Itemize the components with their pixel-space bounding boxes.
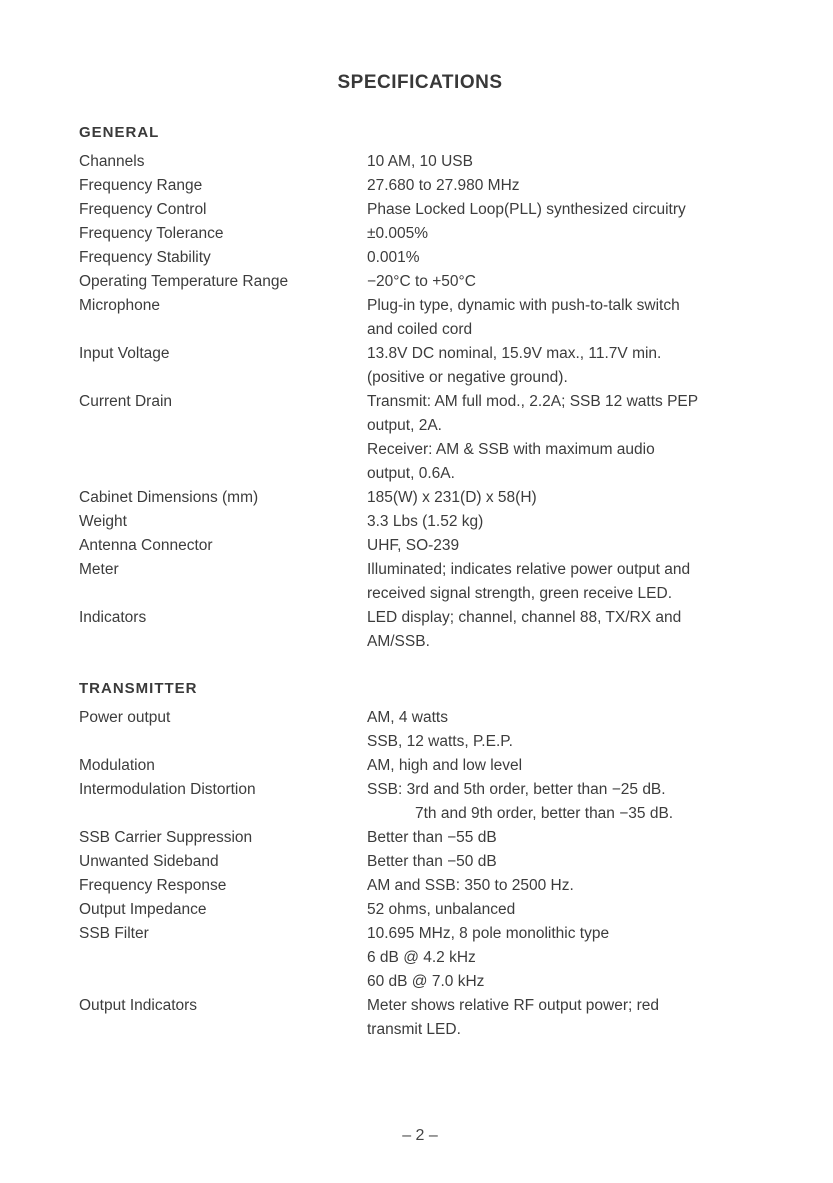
spec-row bbox=[79, 558, 769, 606]
spec-label: Frequency Stability bbox=[79, 249, 211, 266]
spec-value bbox=[367, 826, 769, 850]
spec-row bbox=[79, 874, 769, 898]
spec-value-line: 10.695 MHz, 8 pole monolithic type bbox=[367, 925, 610, 942]
spec-row bbox=[79, 246, 769, 270]
spec-value bbox=[367, 510, 769, 534]
spec-value bbox=[367, 342, 769, 390]
spec-row bbox=[79, 270, 769, 294]
spec-row bbox=[79, 390, 769, 486]
spec-row bbox=[79, 826, 769, 850]
spec-row bbox=[79, 294, 769, 342]
spec-row bbox=[79, 534, 769, 558]
spec-value-line: 7th and 9th order, better than −35 dB. bbox=[415, 805, 674, 822]
spec-row bbox=[79, 898, 769, 922]
spec-value-line: Better than −55 dB bbox=[367, 829, 497, 846]
section-heading-transmitter: TRANSMITTER bbox=[79, 680, 198, 697]
spec-value-line: output, 0.6A. bbox=[367, 465, 455, 482]
spec-label: Input Voltage bbox=[79, 345, 170, 362]
spec-value bbox=[367, 754, 769, 778]
spec-label: Frequency Range bbox=[79, 177, 203, 194]
spec-row bbox=[79, 222, 769, 246]
spec-value-line: and coiled cord bbox=[367, 321, 473, 338]
spec-label: Modulation bbox=[79, 757, 155, 774]
spec-value bbox=[367, 874, 769, 898]
spec-value bbox=[367, 246, 769, 270]
spec-label: SSB Filter bbox=[79, 925, 149, 942]
spec-value-line: Meter shows relative RF output power; red bbox=[367, 997, 660, 1014]
spec-value bbox=[367, 778, 769, 826]
spec-row bbox=[79, 778, 769, 826]
spec-value-line: (positive or negative ground). bbox=[367, 369, 568, 386]
spec-value-line: ±0.005% bbox=[367, 225, 429, 242]
spec-value-line: AM/SSB. bbox=[367, 633, 430, 650]
spec-value bbox=[367, 222, 769, 246]
spec-row bbox=[79, 606, 769, 654]
spec-row bbox=[79, 994, 769, 1042]
spec-value-line: UHF, SO-239 bbox=[367, 537, 460, 554]
spec-value-line: Receiver: AM & SSB with maximum audio bbox=[367, 441, 655, 458]
spec-row bbox=[79, 150, 769, 174]
spec-label: Cabinet Dimensions (mm) bbox=[79, 489, 259, 506]
spec-label: Output Indicators bbox=[79, 997, 198, 1014]
spec-label: Output Impedance bbox=[79, 901, 207, 918]
spec-value-line: LED display; channel, channel 88, TX/RX and bbox=[367, 609, 682, 626]
spec-value bbox=[367, 850, 769, 874]
spec-label: Operating Temperature Range bbox=[79, 273, 289, 290]
spec-label: Frequency Tolerance bbox=[79, 225, 224, 242]
spec-label: Unwanted Sideband bbox=[79, 853, 219, 870]
spec-row bbox=[79, 922, 769, 994]
spec-value bbox=[367, 390, 769, 486]
spec-value bbox=[367, 150, 769, 174]
spec-value-line: 60 dB @ 7.0 kHz bbox=[367, 973, 485, 990]
spec-value bbox=[367, 558, 769, 606]
spec-value-line: received signal strength, green receive LED. bbox=[367, 585, 672, 602]
spec-value-line: 13.8V DC nominal, 15.9V max., 11.7V min. bbox=[367, 345, 662, 362]
page-title: SPECIFICATIONS bbox=[337, 72, 503, 93]
spec-row bbox=[79, 850, 769, 874]
spec-value-line: Transmit: AM full mod., 2.2A; SSB 12 watts PEP bbox=[367, 393, 699, 410]
spec-value bbox=[367, 994, 769, 1042]
spec-value bbox=[367, 706, 769, 754]
spec-value-line: AM, high and low level bbox=[367, 757, 523, 774]
general-spec-list bbox=[79, 150, 769, 654]
spec-value bbox=[367, 534, 769, 558]
spec-value-line: 27.680 to 27.980 MHz bbox=[367, 177, 520, 194]
spec-label: Frequency Control bbox=[79, 201, 207, 218]
spec-value-line: Plug-in type, dynamic with push-to-talk switch bbox=[367, 297, 680, 314]
spec-value bbox=[367, 898, 769, 922]
spec-value bbox=[367, 922, 769, 994]
spec-label: Microphone bbox=[79, 297, 160, 314]
spec-value bbox=[367, 294, 769, 342]
spec-row bbox=[79, 754, 769, 778]
spec-row bbox=[79, 342, 769, 390]
spec-value-line: 10 AM, 10 USB bbox=[367, 153, 473, 170]
spec-value bbox=[367, 174, 769, 198]
spec-value-line: AM and SSB: 350 to 2500 Hz. bbox=[367, 877, 574, 894]
spec-value-line: 52 ohms, unbalanced bbox=[367, 901, 516, 918]
spec-value bbox=[367, 270, 769, 294]
spec-row bbox=[79, 174, 769, 198]
spec-value-line: Illuminated; indicates relative power output and bbox=[367, 561, 691, 578]
page-number: – 2 – bbox=[402, 1127, 438, 1144]
spec-value-line: 185(W) x 231(D) x 58(H) bbox=[367, 489, 537, 506]
spec-label: Antenna Connector bbox=[79, 537, 213, 554]
spec-row bbox=[79, 486, 769, 510]
spec-value-line: −20°C to +50°C bbox=[367, 273, 476, 290]
spec-value-line: output, 2A. bbox=[367, 417, 442, 434]
spec-label: Frequency Response bbox=[79, 877, 227, 894]
spec-value-line: 6 dB @ 4.2 kHz bbox=[367, 949, 476, 966]
spec-label: SSB Carrier Suppression bbox=[79, 829, 253, 846]
spec-row bbox=[79, 198, 769, 222]
spec-value bbox=[367, 606, 769, 654]
spec-label: Channels bbox=[79, 153, 145, 170]
spec-value-line: transmit LED. bbox=[367, 1021, 461, 1038]
spec-value-line: AM, 4 watts bbox=[367, 709, 448, 726]
spec-value-line: 3.3 Lbs (1.52 kg) bbox=[367, 513, 484, 530]
spec-value bbox=[367, 198, 769, 222]
spec-value-line: Phase Locked Loop(PLL) synthesized circuitry bbox=[367, 201, 686, 218]
spec-value bbox=[367, 486, 769, 510]
spec-value-line: SSB, 12 watts, P.E.P. bbox=[367, 733, 513, 750]
spec-label: Weight bbox=[79, 513, 127, 530]
spec-label: Indicators bbox=[79, 609, 147, 626]
spec-row bbox=[79, 706, 769, 754]
spec-value-line: 0.001% bbox=[367, 249, 420, 266]
transmitter-spec-list bbox=[79, 706, 769, 1042]
spec-value-line: Better than −50 dB bbox=[367, 853, 497, 870]
spec-value-line: SSB: 3rd and 5th order, better than −25 dB. bbox=[367, 781, 666, 798]
spec-label: Current Drain bbox=[79, 393, 173, 410]
spec-label: Power output bbox=[79, 709, 171, 726]
section-heading-general: GENERAL bbox=[79, 124, 160, 141]
spec-row bbox=[79, 510, 769, 534]
spec-label: Intermodulation Distortion bbox=[79, 781, 256, 798]
spec-label: Meter bbox=[79, 561, 119, 578]
